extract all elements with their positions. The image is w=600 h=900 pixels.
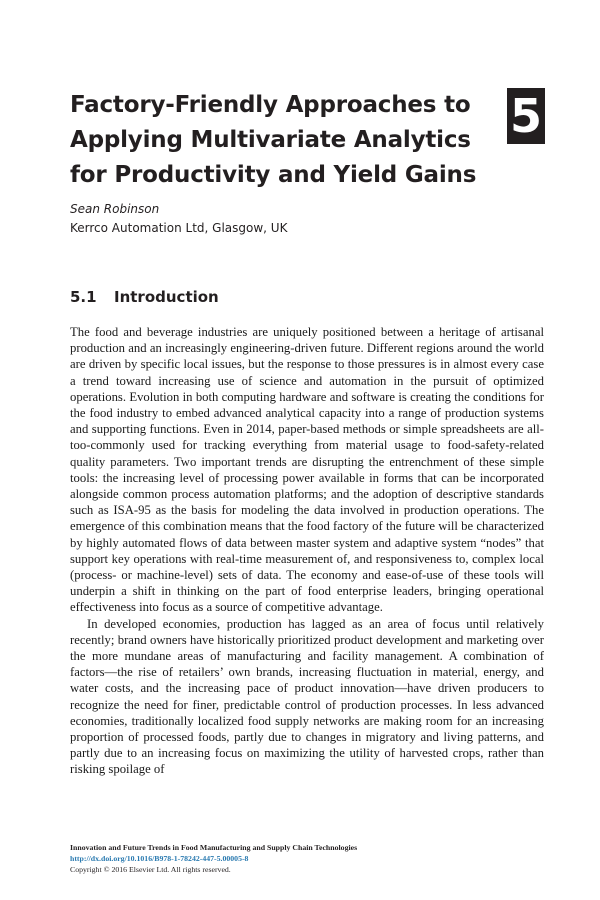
footer-doi-link[interactable]: http://dx.doi.org/10.1016/B978-1-78242-447-5.00005-8 <box>70 854 249 863</box>
chapter-title: Factory-Friendly Approaches to Applying Multivariate Analytics for Productivity and Yield Gains <box>70 92 477 188</box>
section-title: Introduction <box>114 288 219 306</box>
chapter-number-badge: 5 <box>507 88 545 144</box>
body-text <box>70 324 544 778</box>
footer-copyright: Copyright © 2016 Elsevier Ltd. All rights reserved. <box>70 865 231 874</box>
section-number: 5.1 <box>70 288 97 306</box>
paragraph: In developed economies, production has lagged as an area of focus until relatively recently; brand owners have historically prioritized product development and marketing over the more mundane areas of manufacturing and facility management. A combination of factors—the rise of retailers’ own brands, increasing fluctuation in material, energy, and water costs, and the increasing pace of product innovation—have driven producers to recognize the need for finer, predictable control of production processes. In less advanced economies, traditionally localized food supply networks are making room for an increasing proportion of processed foods, partly due to changes in migratory and living patterns, and partly due to an increasing focus on maximizing the utility of harvested crops, rather than risking spoilage of <box>70 616 544 777</box>
footer-book-title: Innovation and Future Trends in Food Manufacturing and Supply Chain Technologies <box>70 843 358 852</box>
author-affiliation: Kerrco Automation Ltd, Glasgow, UK <box>70 221 288 235</box>
paragraph: The food and beverage industries are uniquely positioned between a heritage of artisanal production and an increasingly engineering-driven future. Different regions around the world are driven by specific local issues, but the response to those pressures is in almost every case a trend toward increasing use of science and automation in the pursuit of optimized operations. Evolution in both computing hardware and software is creating the conditions for the food industry to embed advanced analytical capacity into a range of production systems and supporting functions. Even in 2014, paper-based methods or simple spreadsheets are all-too-commonly used for tracking everything from material usage to food-safety-related quality parameters. Two important trends are disrupting the entrenchment of these simple tools: the increasing level of processing power available in forms that can be incorporated alongside common process automation platforms; and the adoption of descriptive standards such as ISA-95 as the basis for modeling the data involved in production operations. The emergence of this combination means that the food factory of the future will be characterized by highly automated flows of data between master system and adaptive system “nodes” that support key operations with real-time measurement of, and responsiveness to, complex local (process- or machine-level) sets of data. The economy and ease-of-use of these tools will underpin a shift in thinking on the part of food enterprise leaders, bringing operational effectiveness into focus as a source of competitive advantage. <box>70 325 544 615</box>
author-name: Sean Robinson <box>70 202 160 216</box>
section-heading <box>70 288 219 306</box>
page-footer <box>70 842 544 875</box>
